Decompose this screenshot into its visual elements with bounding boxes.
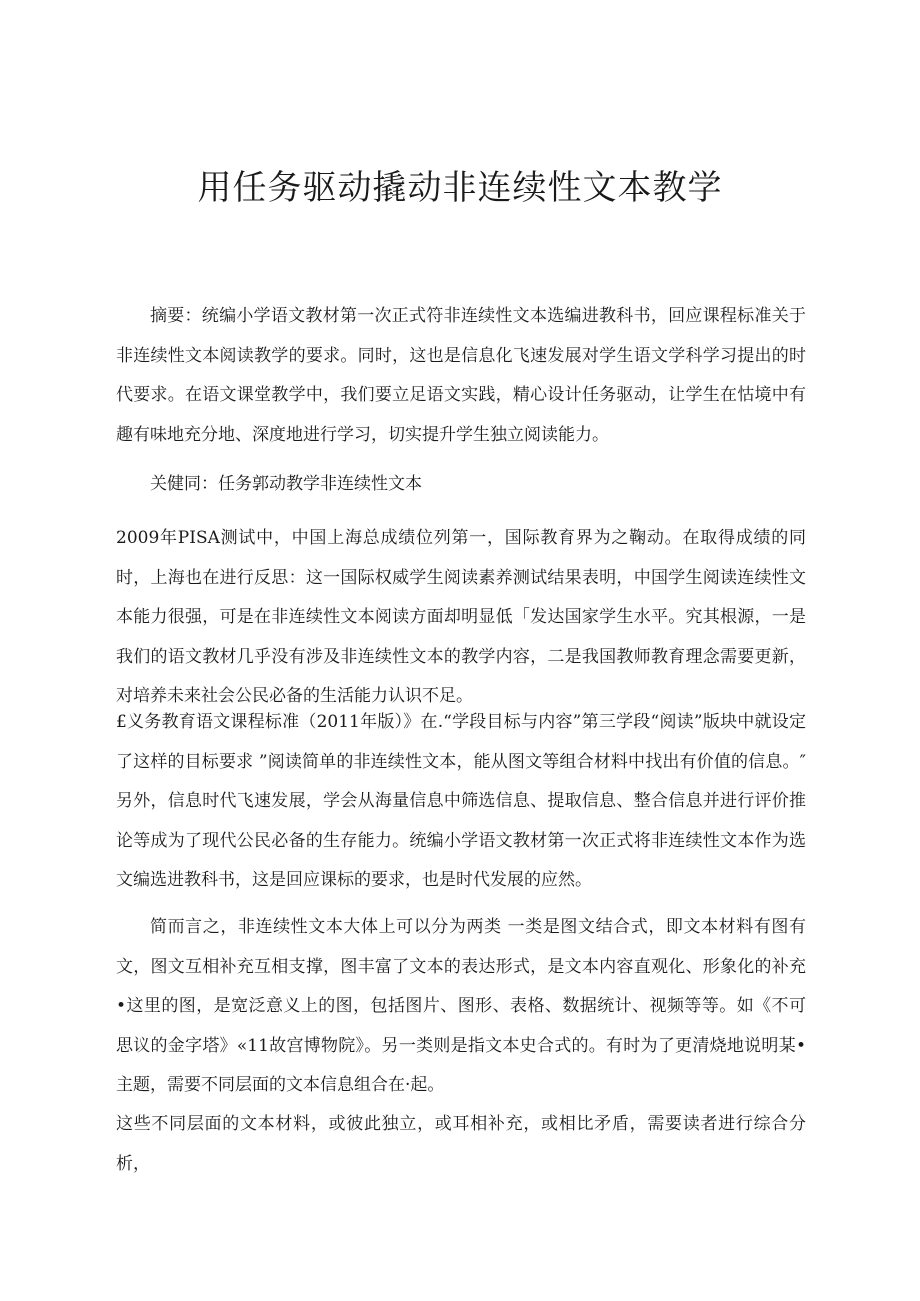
body-paragraph: 这些不同层面的文本材料，或彼此独立，或耳相补充，或相比矛盾，需要读者进行综合分析，: [116, 1114, 806, 1174]
keywords-paragraph: 关健同：任务郭动教学非连续性文本: [150, 474, 422, 494]
body-paragraph: 2009年PISA测试中，中国上海总成绩位列第一，国际教育界为之鞠动。在取得成绩的同时，上海也在进行反思：这一国际权威学生阅读素养测试结果表明，中国学生阅读连续性文本能力很强，可是在非连续性文本阅读方面却明显低「发达国家学生水平。究其根源，一是我们的语文教材几乎没有涉及非连续性文本的教学内容，二是我国教师教育理念需要更新，对培养未来社会公民必备的生活能力认识不足。: [116, 528, 806, 706]
body-paragraph: 简而言之，非连续性文本大体上可以分为两类 一类是图文结合式，即文本材料有图有文，图文互相补充互相支撑，图丰富了文本的表达形式，是文本内容直观化、形象化的补充•这里的图，是宽泛意义上的图，包括图片、图形、表格、数据统计、视频等等。如《不可思议的金字塔》«11故宫博物院》。另一类则是指文本史合式的。有时为了更清烧地说明某•主题，需要不同层面的文本信息组合在·起。: [116, 917, 806, 1095]
document-title: 用任务驱动撬动非连续性文本教学: [197, 168, 723, 208]
abstract-paragraph: 摘要：统编小学语文教材第一次正式符非连续性文本选编进教科书，回应课程标准关于非连续性文本阅读教学的要求。同时，这也是信息化飞速发展对学生语文学科学习提出的时代要求。在语文课堂教学中，我们要立足语文实践，精心设计任务驱动，让学生在怙境中有趣有味地充分地、深度地进行学习，切实提升学生独立阅读能力。: [116, 306, 806, 445]
body-paragraph: £义务教育语文课程标准（2011年版）》在.“学段目标与内容”第三学段“阅读”版块中就设定了这样的目标要求 ”阅读简单的非连续性文本，能从图文等组合材料中找出有价值的信息。″另外，信息时代飞速发展，学会从海量信息中筛选信息、提取信息、整合信息并进行评价推论等成为了现代公民必备的生存能力。统编小学语文教材第一次正式将非连续性文本作为选文编选进教科书，这是回应课标的要求，也是时代发展的应然。: [116, 712, 806, 890]
